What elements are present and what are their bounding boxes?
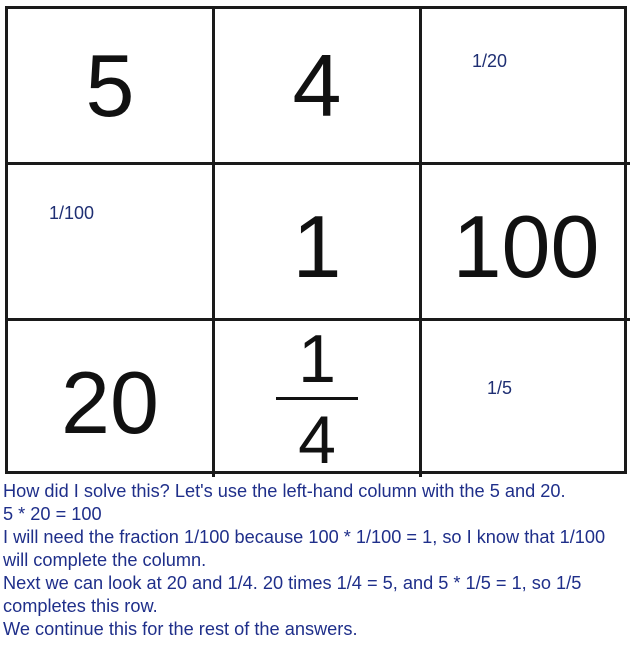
grid-cell-r2c2 xyxy=(215,165,422,321)
explanation-line: How did I solve this? Let's use the left-hand column with the 5 and 20. xyxy=(3,481,566,501)
grid-cell-r1c3 xyxy=(422,9,630,165)
fraction-denominator: 4 xyxy=(298,401,336,478)
grid-cell-r1c1 xyxy=(8,9,215,165)
cell-value: 4 xyxy=(292,35,342,135)
grid-cell-r3c3 xyxy=(422,321,630,477)
cell-value: 20 xyxy=(61,353,159,452)
cell-value: 5 xyxy=(85,35,135,135)
fraction-bar xyxy=(276,397,358,400)
magic-square-grid xyxy=(5,6,627,478)
grid-cell-r2c1 xyxy=(8,165,215,321)
answer-value: 1/20 xyxy=(472,51,508,71)
explanation-line: I will need the fraction 1/100 because 100 * 1/100 = 1, so I know that 1/100 will complete the column. xyxy=(3,527,606,570)
answer-value: 1/5 xyxy=(487,378,513,398)
explanation-text xyxy=(3,480,633,641)
explanation-line: Next we can look at 20 and 1/4. 20 times 1/4 = 5, and 5 * 1/5 = 1, so 1/5 completes this row. xyxy=(3,573,582,616)
grid-cell-r3c2 xyxy=(215,321,422,477)
fraction xyxy=(215,321,419,477)
explanation-line: We continue this for the rest of the answers. xyxy=(3,619,358,639)
fraction-numerator: 1 xyxy=(298,320,336,397)
cell-value: 1 xyxy=(292,196,342,296)
grid-cell-r1c2 xyxy=(215,9,422,165)
cell-value: 100 xyxy=(452,196,600,296)
answer-value: 1/100 xyxy=(49,203,95,223)
grid-cell-r2c3 xyxy=(422,165,630,321)
explanation-line: 5 * 20 = 100 xyxy=(3,504,102,524)
grid-cell-r3c1 xyxy=(8,321,215,477)
